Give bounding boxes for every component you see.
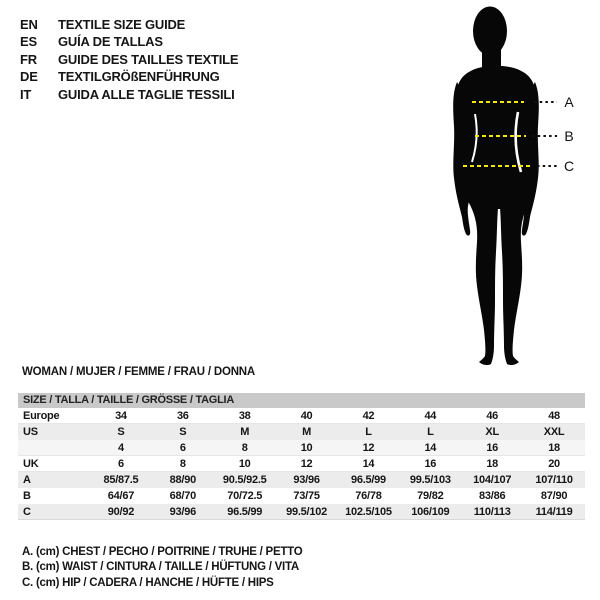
measure-legend [22, 545, 302, 591]
size-value: 73/75 [293, 490, 320, 502]
size-value: 70/72.5 [227, 490, 263, 502]
size-value: 90/92 [107, 506, 135, 518]
size-value: 48 [548, 410, 560, 422]
size-value: 14 [362, 458, 375, 470]
size-value: 104/107 [473, 474, 512, 486]
size-value: 6 [118, 458, 124, 470]
size-value: 110/113 [473, 506, 511, 518]
measure-label-c: C [563, 158, 575, 174]
size-value: S [117, 426, 125, 438]
size-value: 88/90 [169, 474, 196, 486]
language-code: DE [20, 69, 38, 85]
size-table-header: SIZE / TALLA / TAILLE / GRÖSSE / TAGLIA [18, 393, 585, 408]
size-value: S [179, 426, 187, 438]
size-value: 93/96 [293, 474, 320, 486]
row-label: B [23, 490, 31, 502]
size-value: 106/109 [411, 506, 450, 518]
language-row-es [20, 33, 238, 50]
size-value: 46 [486, 410, 499, 422]
measure-label-a: A [564, 94, 574, 110]
row-label: A [23, 474, 31, 486]
language-title: GUIDE DES TAILLES TEXTILE [58, 51, 239, 67]
language-code: FR [20, 51, 37, 67]
size-table [18, 393, 585, 520]
language-title: TEXTILGRÖßENFÜHRUNG [58, 69, 220, 85]
legend-line-chest: A. (cm) CHEST / PECHO / POITRINE / TRUHE / PETTO [22, 546, 303, 558]
size-value: 8 [241, 442, 248, 454]
section-heading: WOMAN / MUJER / FEMME / FRAU / DONNA [22, 366, 256, 378]
language-title: GUÍA DE TALLAS [58, 34, 163, 50]
size-value: 12 [362, 442, 375, 454]
size-value: L [365, 426, 372, 438]
language-code: IT [20, 86, 32, 102]
legend-line-hip: C. (cm) HIP / CADERA / HANCHE / HÜFTE / HIPS [22, 576, 274, 589]
size-value: 6 [179, 442, 186, 454]
size-value: 16 [424, 458, 437, 470]
size-value: 20 [548, 458, 560, 470]
size-value: 18 [486, 458, 499, 470]
size-value: 4 [118, 442, 124, 454]
woman-silhouette [453, 7, 539, 366]
size-value: 76/78 [355, 490, 382, 502]
size-value: 114/119 [535, 506, 573, 518]
size-value: 85/87.5 [103, 474, 139, 486]
size-value: 36 [176, 410, 189, 422]
language-title: TEXTILE SIZE GUIDE [58, 17, 186, 32]
size-value: XL [485, 426, 499, 438]
table-row [18, 408, 585, 424]
size-value: 18 [548, 442, 560, 454]
size-value: 96.5/99 [350, 474, 386, 486]
language-row-de [20, 68, 238, 85]
size-value: 99.5/103 [409, 474, 451, 486]
size-value: 102.5/105 [345, 506, 392, 518]
size-value: 79/82 [417, 490, 444, 502]
size-value: 42 [362, 410, 375, 422]
size-value: 12 [300, 458, 313, 470]
measure-label-b: B [564, 128, 574, 144]
row-label: UK [23, 458, 39, 470]
size-table-body [18, 408, 585, 520]
language-row-en [20, 16, 238, 33]
size-value: M [302, 426, 312, 438]
size-value: 38 [238, 410, 251, 422]
language-title: GUIDA ALLE TAGLIE TESSILI [58, 86, 235, 102]
table-row [18, 472, 585, 488]
size-value: 10 [300, 442, 313, 454]
language-list [20, 16, 238, 103]
language-row-fr [20, 51, 238, 68]
row-label [18, 440, 90, 455]
size-value: 16 [486, 442, 499, 454]
size-value: 87/90 [540, 490, 568, 502]
table-row [18, 424, 585, 440]
row-label: C [23, 506, 31, 518]
language-row-it [20, 86, 238, 103]
measurement-figure [430, 0, 600, 370]
legend-line-waist: B. (cm) WAIST / CINTURA / TAILLE / HÜFTUNG / VITA [22, 561, 299, 574]
row-label: Europe [23, 410, 60, 422]
size-value: 99.5/102 [286, 506, 327, 518]
woman-silhouette-svg [430, 0, 600, 370]
size-value: 10 [238, 458, 251, 470]
size-value: M [240, 426, 250, 438]
language-code: EN [20, 17, 38, 32]
size-value: 40 [300, 410, 313, 422]
size-value: 44 [424, 410, 437, 422]
size-value: 96.5/99 [227, 506, 263, 518]
size-value: 107/110 [535, 474, 573, 486]
size-value: 34 [115, 410, 127, 422]
size-value: L [427, 426, 434, 438]
size-value: 14 [424, 442, 437, 454]
language-code: ES [20, 34, 37, 50]
size-value: 68/70 [169, 490, 196, 502]
table-row [18, 504, 585, 520]
table-row [18, 440, 585, 456]
size-value: XXL [543, 426, 565, 438]
size-value: 93/96 [169, 506, 196, 518]
row-label: US [23, 426, 38, 438]
size-value: 90.5/92.5 [222, 474, 267, 486]
size-value: 8 [179, 458, 186, 470]
table-row [18, 488, 585, 504]
size-value: 64/67 [107, 490, 135, 502]
table-row [18, 456, 585, 472]
size-value: 83/86 [479, 490, 506, 502]
